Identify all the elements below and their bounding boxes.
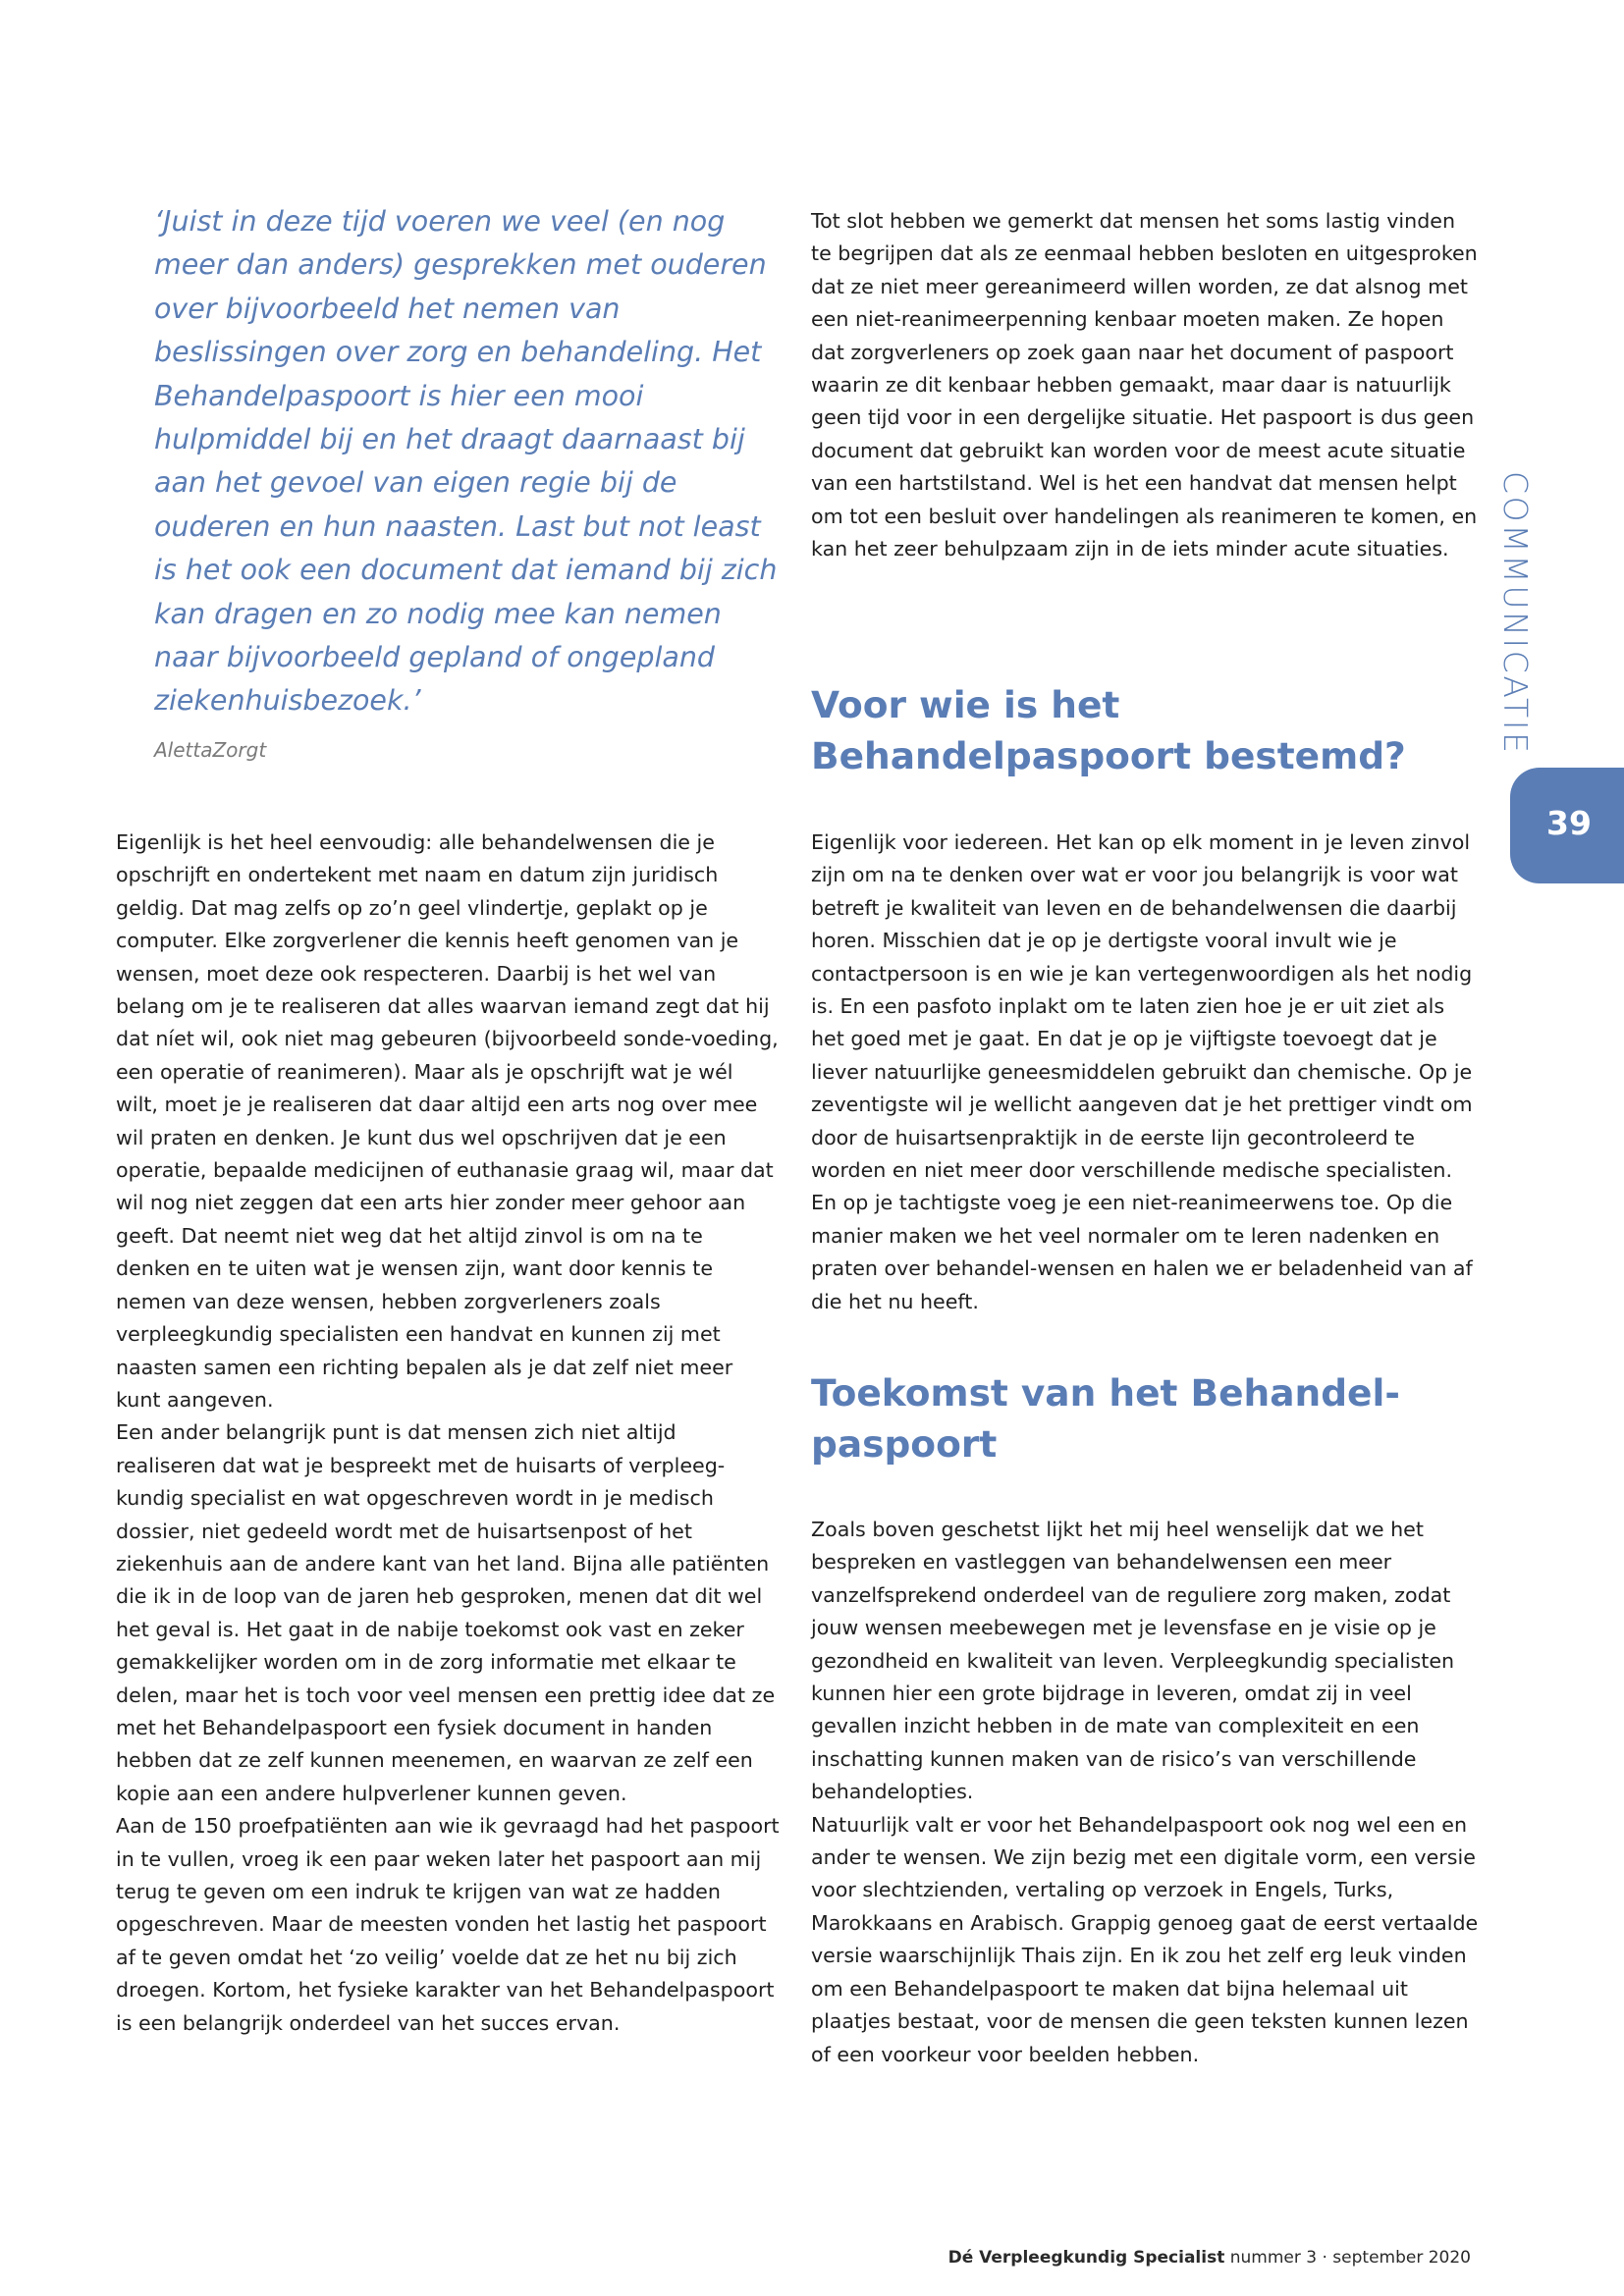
quote-author: AlettaZorgt — [154, 738, 267, 762]
footer-journal: Dé Verpleegkundig Specialist — [947, 2248, 1225, 2268]
footer — [948, 2248, 1471, 2268]
left-column-text: Eigenlijk is het heel eenvoudig: alle behandelwensen die je opschrijft en ondertekent met naam en datum zijn juridisch geldig. Dat mag zelfs op zo’n geel vlindertje, geplakt op je computer. Elke zorgverlener die kennis heeft genomen van je wensen, moet deze ook respecteren. Daarbij is het wel van belang om je te realiseren dat alles waarvan iemand zegt dat hij dat níet wil, ook niet mag gebeuren (bijvoorbeeld sonde-voeding, een operatie of reanimeren). Maar als je opschrijft wat je wél wilt, moet je je realiseren dat daar altijd een arts nog over mee wil praten en denken. Je kunt dus wel opschrijven dat je een operatie, bepaalde medicijnen of euthanasie graag wil, maar dat wil nog niet zeggen dat een arts hier zonder meer gehoor aan geeft. Dat neemt niet weg dat het altijd zinvol is om na te denken en te uiten wat je wensen zijn, want door kennis te nemen van deze wensen, hebben zorgverleners zoals verpleegkundig specialisten een handvat en kunnen zij met naasten samen een richting bepalen als je dat zelf niet meer kunt aangeven. Een ander belangrijk punt is dat mensen zich niet altijd realiseren dat wat je bespreekt met de huisarts of verpleeg-kundig specialist en wat opgeschreven wordt in je medisch dossier, niet gedeeld wordt met de huisartsenpost of het ziekenhuis aan de andere kant van het land. Bijna alle patiënten die ik in de loop van de jaren heb gesproken, menen dat dit wel het geval is. Het gaat in de nabije toekomst ook vast en zeker gemakkelijker worden om in de zorg informatie met elkaar te delen, maar het is toch voor veel mensen een prettig idee dat ze met het Behandelpaspoort een fysiek document in handen hebben dat ze zelf kunnen meenemen, en waarvan ze zelf een kopie aan een andere hulpverlener kunnen geven. Aan de 150 proefpatiënten aan wie ik gevraagd had het paspoort in te vullen, vroeg ik een paar weken later het paspoort aan mij terug te geven om een indruk te krijgen van wat ze hadden opgeschreven. Maar de meesten vonden het lastig het paspoort af te geven omdat het ‘zo veilig’ voelde dat ze het nu bij zich droegen. Kortom, het fysieke karakter van het Behandelpaspoort is een belangrijk onderdeel van het succes ervan. — [116, 830, 780, 2035]
section-heading-1: Voor wie is het Behandelpaspoort bestemd? — [811, 683, 1406, 777]
footer-issue: nummer 3 · september 2020 — [1229, 2248, 1471, 2268]
page-number-tab — [1510, 768, 1624, 883]
section-side-label: COMMUNICATIE — [1496, 471, 1535, 756]
page-number: 39 — [1546, 803, 1592, 842]
pull-quote: ‘Juist in deze tijd voeren we veel (en nog meer dan anders) gesprekken met ouderen over bijvoorbeeld het nemen van beslissingen over zorg en behandeling. Het Behandelpaspoort is hier een mooi hulpmiddel bij en het draagt daarnaast bij aan het gevoel van eigen regie bij de ouderen en hun naasten. Last but not least is het ook een document dat iemand bij zich kan dragen en zo nodig mee kan nemen naar bijvoorbeeld gepland of ongepland ziekenhuisbezoek.’ — [154, 205, 778, 718]
section-heading-2: Toekomst van het Behandel-paspoort — [811, 1371, 1400, 1466]
right-column-intro: Tot slot hebben we gemerkt dat mensen het soms lastig vinden te begrijpen dat als ze eenmaal hebben besloten en uitgesproken dat ze niet meer gereanimeerd willen worden, ze dat alsnog met een niet-reanimeerpenning kenbaar moeten maken. Ze hopen dat zorgverleners op zoek gaan naar het document of paspoort waarin ze dit kenbaar hebben gemaakt, maar daar is natuurlijk geen tijd voor in een dergelijke situatie. Het paspoort is dus geen document dat gebruikt kan worden voor de meest acute situatie van een hartstilstand. Wel is het een handvat dat mensen helpt om tot een besluit over handelingen als reanimeren te komen, en kan het zeer behulpzaam zijn in de iets minder acute situaties. — [811, 209, 1478, 561]
section-1-text: Eigenlijk voor iedereen. Het kan op elk moment in je leven zinvol zijn om na te denken over wat er voor jou belangrijk is voor wat betreft je kwaliteit van leven en de behandelwensen die daarbij horen. Misschien dat je op je dertigste vooral invult wie je contactpersoon is en wie je kan vertegenwoordigen als het nodig is. En een pasfoto inplakt om te laten zien hoe je er uit ziet als het goed met je gaat. En dat je op je vijftigste toevoegt dat je liever natuurlijke geneesmiddelen gebruikt dan chemische. Op je zeventigste wil je wellicht aangeven dat je het prettiger vindt om door de huisartsenpraktijk in de eerste lijn gecontroleerd te worden en niet meer door verschillende medische specialisten. En op je tachtigste voeg je een niet-reanimeerwens toe. Op die manier maken we het veel normaler om te leren nadenken en praten over behandel-wensen en halen we er beladenheid van af die het nu heeft. — [811, 830, 1473, 1313]
section-2-text: Zoals boven geschetst lijkt het mij heel wenselijk dat we het bespreken en vastleggen van behandelwensen een meer vanzelfsprekend onderdeel van de reguliere zorg maken, zodat jouw wensen meebewegen met je levensfase en je visie op je gezondheid en kwaliteit van leven. Verpleegkundig specialisten kunnen hier een grote bijdrage in leveren, omdat zij in veel gevallen inzicht hebben in de mate van complexiteit en een inschatting kunnen maken van de risico’s van verschillende behandelopties. Natuurlijk valt er voor het Behandelpaspoort ook nog wel een en ander te wensen. We zijn bezig met een digitale vorm, een versie voor slechtzienden, vertaling op verzoek in Engels, Turks, Marokkaans en Arabisch. Grappig genoeg gaat de eerst vertaalde versie waarschijnlijk Thais zijn. En ik zou het zelf erg leuk vinden om een Behandelpaspoort te maken dat bijna helemaal uit plaatjes bestaat, voor de mensen die geen teksten kunnen lezen of een voorkeur voor beelden hebben. — [811, 1518, 1479, 2066]
